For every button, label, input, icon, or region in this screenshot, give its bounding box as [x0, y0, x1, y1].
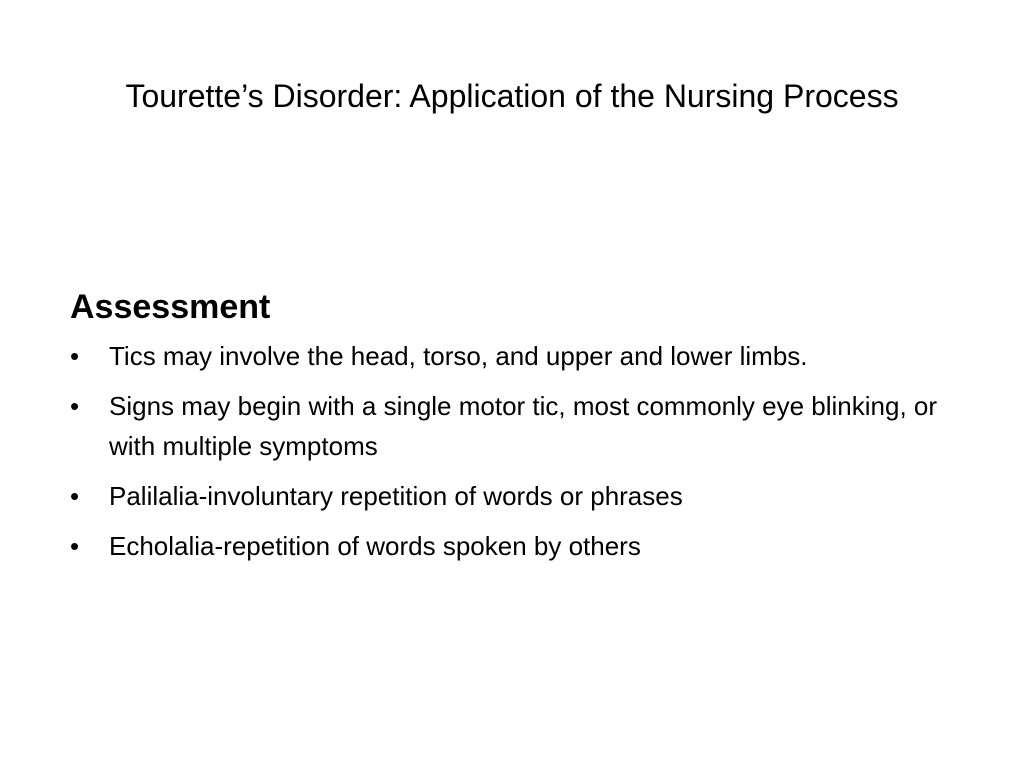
bullet-dot-icon: •	[70, 391, 80, 421]
bullet-dot-icon: •	[70, 481, 80, 511]
bullet-item	[70, 476, 970, 516]
bullet-item	[70, 336, 970, 376]
content-area	[70, 284, 970, 576]
section-heading: Assessment	[70, 288, 271, 326]
bullet-dot-icon: •	[70, 531, 80, 561]
bullet-text: Signs may begin with a single motor tic, most commonly eye blinking, or with multiple symptoms	[109, 391, 938, 461]
bullet-item	[70, 386, 970, 466]
bullet-list	[70, 336, 970, 566]
slide-title: Tourette’s Disorder: Application of the Nursing Process	[125, 78, 899, 114]
bullet-text: Tics may involve the head, torso, and upper and lower limbs.	[109, 341, 808, 371]
bullet-item	[70, 526, 970, 566]
bullet-text: Palilalia-involuntary repetition of words or phrases	[109, 481, 683, 511]
bullet-dot-icon: •	[70, 341, 80, 371]
bullet-text: Echolalia-repetition of words spoken by others	[109, 531, 641, 561]
